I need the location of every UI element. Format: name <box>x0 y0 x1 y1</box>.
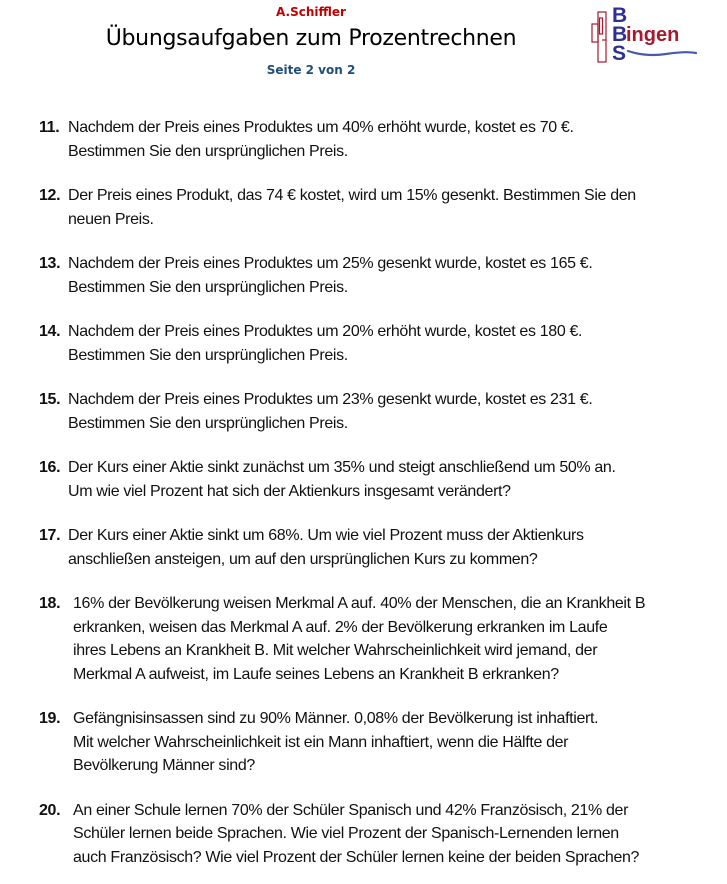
exercise-item <box>39 388 709 435</box>
exercise-number: 19. <box>39 710 61 727</box>
exercise-number: 17. <box>39 527 61 544</box>
logo-word-bingen: ingen <box>626 24 680 46</box>
exercise-text: Nachdem der Preis eines Produktes um 40% erhöht wurde, kostet es 70 €. Bestimmen Sie den ursprünglichen Preis. <box>68 119 574 160</box>
exercise-item <box>39 524 709 571</box>
page-header <box>0 0 727 90</box>
exercise-item <box>39 707 709 778</box>
exercise-number: 14. <box>39 323 61 340</box>
exercise-text: An einer Schule lernen 70% der Schüler Spanisch und 42% Französisch, 21% der Schüler lernen beide Sprachen. Wie viel Prozent der Spanisch-Lernenden lernen auch Französisch? Wie viel Prozent der Schüler lernen keine der beiden Sprachen? <box>73 801 640 866</box>
logo-letters <box>612 6 627 63</box>
exercise-number: 18. <box>39 595 61 612</box>
exercise-item <box>39 799 709 870</box>
exercise-text: Der Kurs einer Aktie sinkt zunächst um 35% und steigt anschließend um 50% an. Um wie viel Prozent hat sich der Aktienkurs insgesamt verändert? <box>68 459 616 500</box>
wave-icon <box>626 48 698 58</box>
exercise-text: Nachdem der Preis eines Produktes um 25% gesenkt wurde, kostet es 165 €. Bestimmen Sie den ursprünglichen Preis. <box>68 255 593 296</box>
exercise-number: 15. <box>39 391 61 408</box>
exercise-number: 12. <box>39 187 61 204</box>
exercise-item <box>39 116 709 163</box>
exercise-list <box>39 116 709 869</box>
exercise-text: Gefängnisinsassen sind zu 90% Männer. 0,08% der Bevölkerung ist inhaftiert. Mit welcher Wahrscheinlichkeit ist ein Mann inhaftiert, wenn die Hälfte der Bevölkerung Männer sind? <box>73 710 599 774</box>
exercise-item <box>39 184 709 231</box>
exercise-text: Nachdem der Preis eines Produktes um 20% erhöht wurde, kostet es 180 €. Bestimmen Sie den ursprünglichen Preis. <box>68 323 583 364</box>
author-name: A.Schiffler <box>276 5 346 19</box>
exercise-number: 11. <box>39 119 60 136</box>
exercise-text: Nachdem der Preis eines Produktes um 23% gesenkt wurde, kostet es 231 €. Bestimmen Sie den ursprünglichen Preis. <box>68 391 593 432</box>
page-title: Übungsaufgaben zum Prozentrechnen <box>105 26 517 51</box>
bbs-bingen-logo <box>590 6 705 68</box>
exercise-item <box>39 456 709 503</box>
exercise-text: Der Preis eines Produkt, das 74 € kostet, wird um 15% gesenkt. Bestimmen Sie den neuen Preis. <box>68 187 636 228</box>
exercise-item <box>39 592 709 686</box>
logo-letter-b1: B <box>612 4 628 27</box>
page-number: Seite 2 von 2 <box>266 63 356 77</box>
exercise-text: 16% der Bevölkerung weisen Merkmal A auf. 40% der Menschen, die an Krankheit B erkranken, weisen das Merkmal A auf. 2% der Bevölkerung erkranken im Laufe ihres Lebens an Krankheit B. Mit welcher Wahrscheinlichkeit wird jemand, der Merkmal A aufweist, im Laufe seines Lebens an Krankheit B erkranken? <box>73 595 646 683</box>
exercise-number: 13. <box>39 255 61 272</box>
exercise-item <box>39 320 709 367</box>
logo-letter-s: S <box>612 42 627 65</box>
building-icon <box>590 10 610 64</box>
exercise-number: 20. <box>39 801 61 819</box>
exercise-text: Der Kurs einer Aktie sinkt um 68%. Um wie viel Prozent muss der Aktienkurs anschließen ansteigen, um auf den ursprünglichen Kurs zu kommen? <box>68 527 584 568</box>
exercise-item <box>39 252 709 299</box>
exercise-number: 16. <box>39 459 61 476</box>
logo-letter-b2: B <box>612 23 628 46</box>
